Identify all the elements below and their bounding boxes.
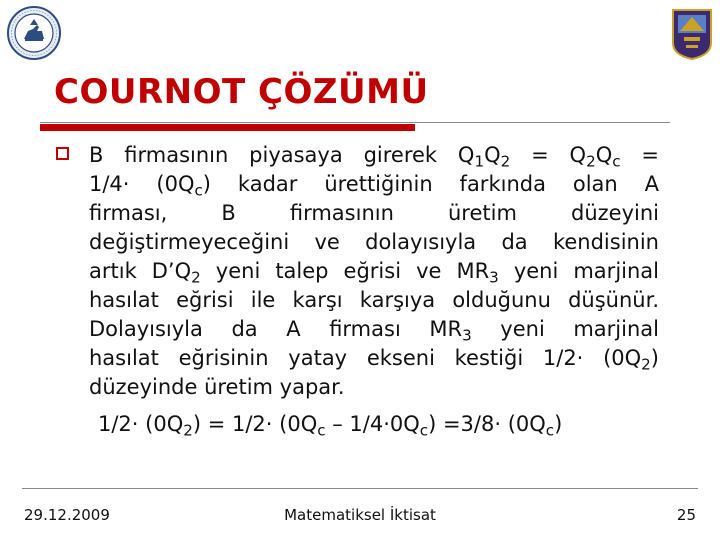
text-run: 1/2· (0Q <box>98 412 184 436</box>
text-run: ) kadar ürettiğinin farkında olan A <box>202 172 660 196</box>
paragraph-line <box>89 170 659 199</box>
text-run: = <box>620 143 659 167</box>
title-divider-thin <box>40 122 670 123</box>
text-run: düzeyinde üretim yapar. <box>89 375 345 399</box>
faculty-crest-icon <box>670 7 714 61</box>
title-divider-accent <box>40 124 415 131</box>
text-run: ) =3/8· (0Q <box>428 412 546 436</box>
subscript: c <box>419 421 429 440</box>
text-run: yeni marjinal <box>498 259 659 283</box>
hollow-square-bullet-icon <box>56 147 69 160</box>
text-run: – 1/4·0Q <box>325 412 420 436</box>
text-run: hasılat eğrisinin yatay ekseni kestiği 1/2· (0Q <box>89 346 642 370</box>
footer-divider <box>22 488 698 489</box>
subscript: 2 <box>183 421 193 440</box>
paragraph-line <box>89 315 659 344</box>
university-seal-icon <box>6 5 62 61</box>
text-run: Q <box>595 143 613 167</box>
text-run: değiştirmeyeceğini ve dolayısıyla da kendisinin <box>89 230 659 254</box>
footer-date: 29.12.2009 <box>24 506 110 524</box>
text-run: yeni marjinal <box>471 317 659 341</box>
page-number: 25 <box>676 506 696 524</box>
subscript: c <box>612 152 621 171</box>
paragraph-line <box>89 228 659 257</box>
text-run: ) = 1/2· (0Q <box>192 412 318 436</box>
text-run: yeni talep eğrisi ve MR <box>200 259 490 283</box>
text-run: hasılat eğrisi ile karşı karşıya olduğunu düşünür. <box>89 288 659 312</box>
text-run: artık D’Q <box>89 259 192 283</box>
subscript: 1 <box>474 152 485 171</box>
equation-line <box>98 410 660 439</box>
subscript: c <box>194 181 203 200</box>
subscript: 2 <box>641 355 651 374</box>
paragraph-line <box>89 141 659 170</box>
subscript: 3 <box>489 268 499 287</box>
text-run: ) <box>650 346 659 370</box>
paragraph-line <box>89 286 659 315</box>
bullet-paragraph <box>89 141 659 402</box>
subscript: 2 <box>500 152 511 171</box>
text-run: ) <box>554 412 563 436</box>
text-run: 1/4· (0Q <box>89 172 195 196</box>
paragraph-line <box>89 199 659 228</box>
subscript: c <box>317 421 326 440</box>
subscript: 2 <box>191 268 201 287</box>
subscript: 2 <box>586 152 596 171</box>
subscript: 3 <box>462 326 472 345</box>
text-run: = Q <box>510 143 587 167</box>
slide-title: COURNOT ÇÖZÜMÜ <box>54 72 429 112</box>
text-run: Q <box>484 143 501 167</box>
text-run: Dolayısıyla da A firması MR <box>89 317 463 341</box>
subscript: c <box>545 421 555 440</box>
text-run: B firmasının piyasaya girerek Q <box>89 143 475 167</box>
paragraph-line <box>89 344 659 373</box>
text-run: firması, B firmasının üretim düzeyini <box>89 201 659 225</box>
paragraph-line <box>89 257 659 286</box>
footer-course-title: Matematiksel İktisat <box>284 506 436 524</box>
paragraph-line <box>89 373 659 402</box>
